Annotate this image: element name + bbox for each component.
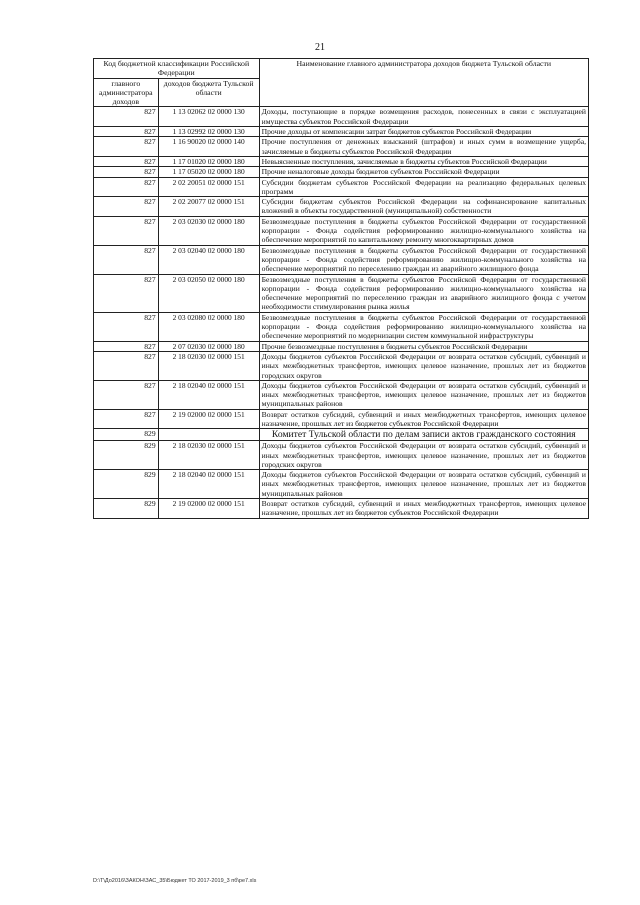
admin-code-cell: 827	[94, 137, 159, 157]
revenue-name-cell: Прочие доходы от компенсации затрат бюджетов субъектов Российской Федерации	[259, 127, 588, 137]
page-number: 21	[315, 42, 325, 53]
revenue-name-cell: Безвозмездные поступления в бюджеты субъектов Российской Федерации от государственной корпорации - Фонда содействия реформированию жилищно-коммунального хозяйства на обеспечение мероприятий по переселению граждан из аварийного жилищного фонда	[259, 245, 588, 274]
revenue-name-cell: Доходы бюджетов субъектов Российской Федерации от возврата остатков субсидий, субвенций и иных межбюджетных трансфертов, имеющих целевое назначение, прошлых лет из бюджетов муниципальных районов	[259, 380, 588, 409]
revenue-name-cell: Субсидии бюджетам субъектов Российской Федерации на софинансирование капитальных вложений в объекты государственной (муниципальной) собственности	[259, 197, 588, 217]
table-header-row	[94, 59, 589, 79]
table-row	[94, 107, 589, 127]
revenue-name-cell: Субсидии бюджетам субъектов Российской Федерации на реализацию федеральных целевых программ	[259, 177, 588, 197]
income-code-cell: 2 02 20077 02 0000 151	[158, 197, 259, 217]
table-row	[94, 177, 589, 197]
income-code-cell: 1 13 02062 02 0000 130	[158, 107, 259, 127]
table-row	[94, 245, 589, 274]
file-path-footer: D:\Т\До2016\ЗАКОН\ЗАС_35\Бюджет ТО 2017-2019_3 пб\ре7.xls	[93, 878, 257, 884]
admin-code-cell: 827	[94, 351, 159, 380]
revenue-name-cell: Возврат остатков субсидий, субвенций и иных межбюджетных трансфертов, имеющих целевое назначение, прошлых лет из бюджетов субъектов Российской Федерации	[259, 499, 588, 519]
admin-code-cell: 827	[94, 167, 159, 177]
revenue-name-cell: Прочие безвозмездные поступления в бюджеты субъектов Российской Федерации	[259, 341, 588, 351]
section-row	[94, 429, 589, 441]
table-row	[94, 351, 589, 380]
budget-revenue-table	[93, 58, 589, 519]
table-row	[94, 341, 589, 351]
admin-code-cell: 827	[94, 156, 159, 166]
income-code-cell: 2 07 02030 02 0000 180	[158, 341, 259, 351]
revenue-name-cell: Доходы бюджетов субъектов Российской Федерации от возврата остатков субсидий, субвенций и иных межбюджетных трансфертов, имеющих целевое назначение, прошлых лет из бюджетов городских округов	[259, 351, 588, 380]
table-row	[94, 274, 589, 312]
table-body	[94, 107, 589, 518]
admin-code-cell: 827	[94, 197, 159, 217]
income-code-cell: 2 19 02000 02 0000 151	[158, 409, 259, 429]
table-row	[94, 470, 589, 499]
revenue-name-cell: Прочие неналоговые доходы бюджетов субъектов Российской Федерации	[259, 167, 588, 177]
revenue-name-cell: Безвозмездные поступления в бюджеты субъектов Российской Федерации от государственной корпорации - Фонда содействия реформированию жилищно-коммунального хозяйства на обеспечение мероприятий по модернизации систем коммунальной инфраструктуры	[259, 312, 588, 341]
revenue-name-cell: Невыясненные поступления, зачисляемые в бюджеты субъектов Российской Федерации	[259, 156, 588, 166]
income-code-cell: 2 18 02040 02 0000 151	[158, 470, 259, 499]
revenue-name-cell: Доходы бюджетов субъектов Российской Федерации от возврата остатков субсидий, субвенций и иных межбюджетных трансфертов, имеющих целевое назначение, прошлых лет из бюджетов городских округов	[259, 441, 588, 470]
table-row	[94, 167, 589, 177]
table-row	[94, 380, 589, 409]
income-code-cell: 2 03 02050 02 0000 180	[158, 274, 259, 312]
income-code-cell	[158, 429, 259, 441]
admin-code-cell: 827	[94, 177, 159, 197]
table-row	[94, 312, 589, 341]
revenue-name-cell: Безвозмездные поступления в бюджеты субъектов Российской Федерации от государственной корпорации - Фонда содействия реформированию жилищно-коммунального хозяйства на обеспечение мероприятий по капитальному ремонту многоквартирных домов	[259, 216, 588, 245]
income-code-cell: 2 18 02040 02 0000 151	[158, 380, 259, 409]
admin-code-cell: 827	[94, 312, 159, 341]
income-code-cell: 2 19 02000 02 0000 151	[158, 499, 259, 519]
name-column-header: Наименование главного администратора доходов бюджета Тульской области	[259, 59, 588, 107]
table-row	[94, 137, 589, 157]
table-row	[94, 216, 589, 245]
income-code-cell: 2 03 02030 02 0000 180	[158, 216, 259, 245]
table-row	[94, 127, 589, 137]
income-code-cell: 1 17 05020 02 0000 180	[158, 167, 259, 177]
revenue-name-cell: Доходы, поступающие в порядке возмещения расходов, понесенных в связи с эксплуатацией имущества субъектов Российской Федерации	[259, 107, 588, 127]
income-column-header: доходов бюджета Тульской области	[158, 78, 259, 107]
table-row	[94, 441, 589, 470]
revenue-name-cell: Доходы бюджетов субъектов Российской Федерации от возврата остатков субсидий, субвенций и иных межбюджетных трансфертов, имеющих целевое назначение, прошлых лет из бюджетов муниципальных районов	[259, 470, 588, 499]
income-code-cell: 1 13 02992 02 0000 130	[158, 127, 259, 137]
table-row	[94, 197, 589, 217]
admin-code-cell: 827	[94, 380, 159, 409]
admin-code-cell: 827	[94, 409, 159, 429]
revenue-name-cell: Прочие поступления от денежных взысканий (штрафов) и иных сумм в возмещение ущерба, зачисляемые в бюджеты субъектов Российской Федерации	[259, 137, 588, 157]
table-row	[94, 409, 589, 429]
admin-code-cell: 827	[94, 245, 159, 274]
income-code-cell: 1 16 90020 02 0000 140	[158, 137, 259, 157]
admin-code-cell: 827	[94, 274, 159, 312]
section-title-cell: Комитет Тульской области по делам записи актов гражданского состояния	[259, 429, 588, 441]
table-row	[94, 499, 589, 519]
admin-code-cell: 829	[94, 499, 159, 519]
income-code-cell: 2 03 02040 02 0000 180	[158, 245, 259, 274]
revenue-name-cell: Возврат остатков субсидий, субвенций и иных межбюджетных трансфертов, имеющих целевое назначение, прошлых лет из бюджетов субъектов Российской Федерации	[259, 409, 588, 429]
income-code-cell: 1 17 01020 02 0000 180	[158, 156, 259, 166]
code-group-header: Код бюджетной классификации Российской Федерации	[94, 59, 260, 79]
admin-code-cell: 827	[94, 341, 159, 351]
income-code-cell: 2 18 02030 02 0000 151	[158, 351, 259, 380]
income-code-cell: 2 18 02030 02 0000 151	[158, 441, 259, 470]
admin-code-cell: 829	[94, 470, 159, 499]
admin-column-header: главного администратора доходов	[94, 78, 159, 107]
revenue-name-cell: Безвозмездные поступления в бюджеты субъектов Российской Федерации от государственной корпорации - Фонда содействия реформированию жилищно-коммунального хозяйства на обеспечение мероприятий по переселению граждан из аварийного жилищного фонда с учетом необходимости стимулирования рынка жилья	[259, 274, 588, 312]
income-code-cell: 2 03 02080 02 0000 180	[158, 312, 259, 341]
admin-code-cell: 829	[94, 441, 159, 470]
admin-code-cell: 827	[94, 216, 159, 245]
income-code-cell: 2 02 20051 02 0000 151	[158, 177, 259, 197]
admin-code-cell: 829	[94, 429, 159, 441]
admin-code-cell: 827	[94, 127, 159, 137]
admin-code-cell: 827	[94, 107, 159, 127]
table-row	[94, 156, 589, 166]
